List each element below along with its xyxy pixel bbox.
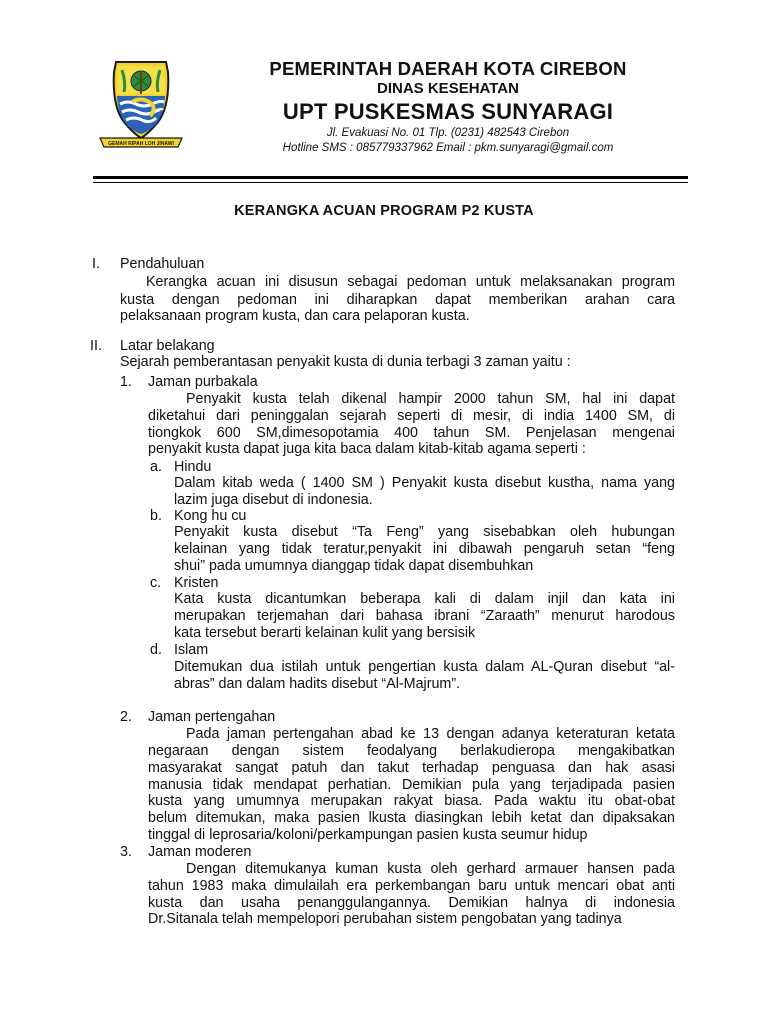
section-1-heading: Pendahuluan (120, 256, 205, 272)
subitem-a-line: lazim juga disebut di indonesia. (174, 492, 373, 508)
item-2-number: 2. (120, 709, 132, 725)
item-3-heading: Jaman moderen (148, 844, 252, 860)
item-2-line: belum ditemukan, maka pasien lkusta diasingkan lebih ketat dan dipaksakan (148, 810, 675, 826)
subitem-c-line: Kata kusta dicantumkan beberapa kali di dalam injil dan kata ini (174, 591, 675, 607)
item-3-line: Dengan ditemukanya kuman kusta oleh gerhard armauer hansen pada (186, 861, 675, 877)
letterhead (200, 58, 696, 156)
city-emblem-logo (98, 54, 184, 154)
subitem-b-line: kelainan yang tidak teratur,penyakit ini dibawah pengaruh setan “feng (174, 541, 675, 557)
item-3-line: Dr.Sitanala telah mempelopori perubahan sistem pengobatan yang tadinya (148, 911, 622, 927)
section-2-intro: Sejarah pemberantasan penyakit kusta di dunia terbagi 3 zaman yaitu : (120, 354, 571, 370)
agency-name: DINAS KESEHATAN (377, 80, 519, 97)
item-2-heading: Jaman pertengahan (148, 709, 276, 725)
subitem-b-letter: b. (150, 508, 162, 524)
letterhead-divider-thin (93, 182, 688, 183)
subitem-a-line: Dalam kitab weda ( 1400 SM ) Penyakit kusta disebut kustha, nama yang (174, 475, 675, 491)
item-2-line: negaraan dengan sistem feodalyang berlakudieropa mengakibatkan (148, 743, 675, 759)
subitem-a-letter: a. (150, 459, 162, 475)
item-3-line: tahun 1983 maka dimulailah era perkembangan baru untuk mencari obat anti (148, 878, 675, 894)
document-title: KERANGKA ACUAN PROGRAM P2 KUSTA (234, 203, 534, 219)
item-2-line: tinggal di leprosaria/koloni/perkampungan pasien kusta seumur hidup (148, 827, 588, 843)
letterhead-divider-thick (93, 176, 688, 179)
item-1-line: diketahui dari peninggalan sejarah seperti di mesir, di india 1400 SM, di (148, 408, 675, 424)
item-3-line: kusta dan usaha penanggulangannya. Demikian halnya di indonesia (148, 895, 675, 911)
item-1-line: Penyakit kusta telah dikenal hampir 2000 tahun SM, hal ini dapat (186, 391, 675, 407)
item-1-line: tiongkok 600 SM,dimesopotamia 400 tahun SM. Penjelasan mengenai (148, 425, 675, 441)
item-3-number: 3. (120, 844, 132, 860)
subitem-c-line: merupakan terjemahan dari bahasa ibrani “Zaraath” menurut harodous (174, 608, 675, 624)
government-name: PEMERINTAH DAERAH KOTA CIREBON (269, 58, 627, 79)
item-2-line: masyarakat sangat patuh dan takut terhadap penguasa dan hak asasi (148, 760, 675, 776)
subitem-d-line: Ditemukan dua istilah untuk pengertian kusta dalam AL-Quran disebut “al- (174, 659, 675, 675)
section-1-line: kusta dengan pedoman ini diharapkan dapat memberikan arahan cara (120, 292, 675, 308)
item-2-line: kusta yang umumnya merupakan rakyat biasa. Pada waktu itu obat-obat (148, 793, 675, 809)
subitem-b-heading: Kong hu cu (174, 508, 247, 524)
contact-line: Hotline SMS : 085779337962 Email : pkm.sunyaragi@gmail.com (282, 142, 614, 154)
subitem-d-line: abras” dan dalam hadits disebut “Al-Majrum”. (174, 676, 461, 692)
institution-name: UPT PUSKESMAS SUNYARAGI (282, 99, 614, 124)
subitem-b-line: Penyakit kusta disebut “Ta Feng” yang sisebabkan oleh hubungan (174, 524, 675, 540)
subitem-c-heading: Kristen (174, 575, 219, 591)
subitem-b-line: shui” pada umumnya dianggap tidak dapat disembuhkan (174, 558, 534, 574)
subitem-d-letter: d. (150, 642, 162, 658)
item-1-number: 1. (120, 374, 132, 390)
svg-text:GEMAH RIPAH LOH JINAWI: GEMAH RIPAH LOH JINAWI (108, 141, 174, 147)
section-1-line: Kerangka acuan ini disusun sebagai pedoman untuk melaksanakan program (146, 274, 675, 290)
subitem-c-line: kata tersebut berarti kelainan kulit yang bersisik (174, 625, 476, 641)
section-1-line: pelaksanaan program kusta, dan cara pelaporan kusta. (120, 308, 470, 324)
item-2-line: Pada jaman pertengahan abad ke 13 dengan adanya keteraturan ketata (186, 726, 675, 742)
section-2-heading: Latar belakang (120, 338, 215, 354)
subitem-a-heading: Hindu (174, 459, 212, 475)
address-line: Jl. Evakuasi No. 01 Tlp. (0231) 482543 Cirebon (326, 127, 570, 139)
item-2-line: manusia tidak mendapat perhatian. Demikian pula yang terjadipada pasien (148, 777, 675, 793)
subitem-d-heading: Islam (174, 642, 209, 658)
item-1-heading: Jaman purbakala (148, 374, 258, 390)
item-1-line: penyakit kusta dapat juga kita baca dalam kitab-kitab agama seperti : (148, 441, 586, 457)
section-2-number: II. (90, 338, 102, 354)
subitem-c-letter: c. (150, 575, 162, 591)
section-1-number: I. (92, 256, 100, 272)
